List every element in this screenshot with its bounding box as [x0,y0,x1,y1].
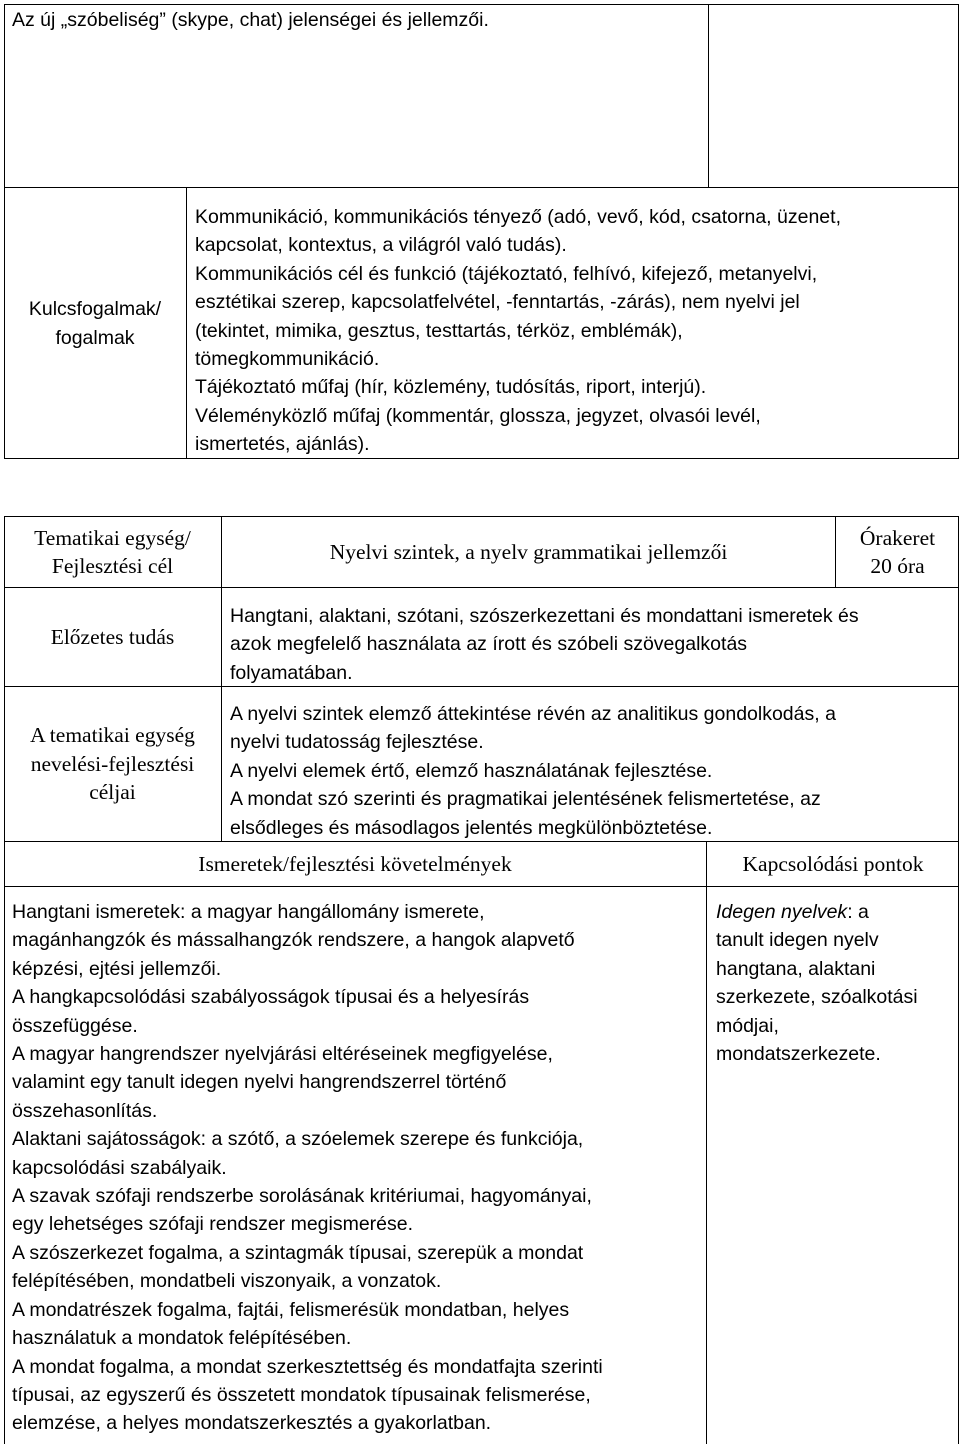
links-content: Idegen nyelvek: a tanult idegen nyelv hangtana, alaktani szerkezete, szóalkotási módjai, mondatszerkezete. [716,901,918,1066]
links-first-rest: : a [847,901,869,923]
top-row-text: Az új „szóbeliség” (skype, chat) jelenségei és jellemzői. [12,9,489,31]
requirements-content: Hangtani ismeretek: a magyar hangállomány ismerete, magánhangzók és mássalhangzók rendszere, a hangok alapvető képzési, ejtési jellemzői. A hangkapcsolódási szabályosságok típusai és a helyesírás összefüggése. A magyar hangrendszer nyelvjárási eltéréseinek megfigyelése, valamint egy tanult idegen nyelvi hangrendszerrel történő összehasonlítás. Alaktani sajátosságok: a szótő, a szóelemek szerepe és funkciója, kapcsolódási szabályaik. A szavak szófaji rendszerbe sorolásának kritériumai, hagyományai, egy lehetséges szófaji rendszer megismerése. A szószerkezet fogalma, a szintagmák típusai, szerepük a mondat felépítésében, mondatbeli viszonyaik, a vonzatok. A mondatrészek fogalma, fajtái, felismerésük mondatban, helyes használatuk a mondatok felépítésében. A mondat fogalma, a mondat szerkesztettség és mondatfajta szerinti típusai, az egyszerű és összetett mondatok típusainak felismerése, elemzése, a helyes mondatszerkesztés a gyakorlatban. [12,901,603,1435]
requirements-header: Ismeretek/fejlesztési követelmények [198,851,512,876]
key-concepts-label: Kulcsfogalmak/ fogalmak [28,298,162,349]
top-row-divider [708,4,709,188]
key-concepts-content: Kommunikáció, kommunikációs tényező (adó, vevő, kód, csatorna, üzenet, kapcsolat, kontextus, a világról való tudás). Kommunikációs cél és funkció (tájékoztató, felhívó, kifejező, metanyelvi, esztétikai szerep, kapcsolatfelvétel, -fenntartás, -zárás), nem nyelvi jel (tekintet, mimika, gesztus, testtartás, térköz, emblémák), tömegkommunikáció. Tájékoztató műfaj (hír, közlemény, tudósítás, riport, interjú). Véleményközlő műfaj (kommentár, glossza, jegyzet, olvasói levél, ismertetés, ajánlás). [195,206,841,456]
table1-label-divider [186,187,187,459]
links-header: Kapcsolódási pontok [742,851,924,876]
hours-frame: Órakeret 20 óra [859,525,936,578]
prior-knowledge-label: Előzetes tudás [50,624,175,649]
unit-label: Tematikai egység/ Fejlesztési cél [34,525,191,578]
unit-title: Nyelvi szintek, a nyelv grammatikai jellemzői [329,539,728,564]
links-subject: Idegen nyelvek [716,901,848,923]
prior-knowledge-content: Hangtani, alaktani, szótani, szószerkezettani és mondattani ismeretek és azok megfelelő használata az írott és szóbeli szövegalkotás folyamatában. [230,605,859,684]
table2-row-divider-4 [4,886,959,887]
links-divider [706,841,707,1444]
goals-content: A nyelvi szintek elemző áttekintése révén az analitikus gondolkodás, a nyelvi tudatosság fejlesztése. A nyelvi elemek értő, elemző használatának fejlesztése. A mondat szó szerinti és pragmatikai jelentésének felismertetése, az elsődleges és másodlagos jelentés megkülönböztetése. [230,703,836,839]
goals-label: A tematikai egység nevelési-fejlesztési céljai [30,723,195,805]
